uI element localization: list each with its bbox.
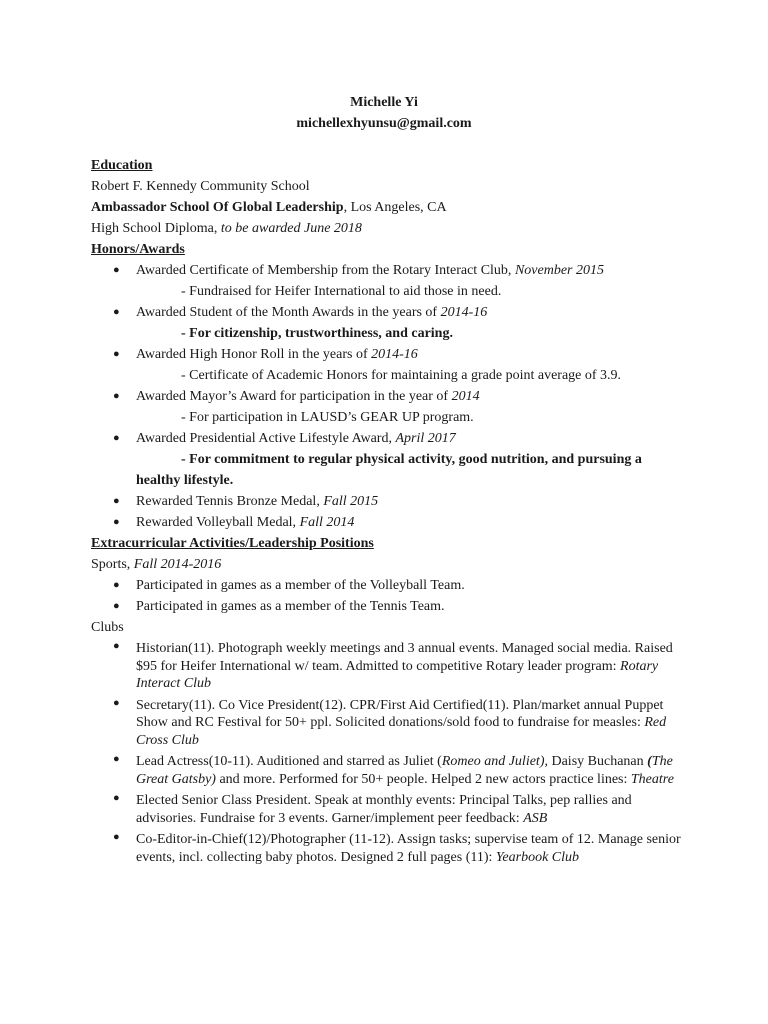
honor-text: Awarded Certificate of Membership from the Rotary Interact Club, <box>136 263 515 278</box>
sports-list <box>91 575 681 617</box>
honor-item <box>91 428 681 449</box>
club-text: Lead Actress(10-11). Auditioned and starred as Juliet ( <box>136 754 442 769</box>
club-text: and more. Performed for 50+ people. Helped 2 new actors practice lines: <box>215 771 631 787</box>
honor-text: Awarded Student of the Month Awards in the years of <box>136 305 441 320</box>
diploma-date: to be awarded June 2018 <box>220 221 362 236</box>
sports-item <box>91 596 681 617</box>
club-item <box>91 753 681 788</box>
club-paren: ( <box>647 754 652 769</box>
bullet-icon: ● <box>113 390 120 402</box>
honor-text: Rewarded Tennis Bronze Medal, <box>136 494 324 509</box>
school-ambassador-name: Ambassador School Of Global Leadership <box>91 200 344 215</box>
bullet-icon: ● <box>113 348 120 360</box>
club-item <box>91 640 681 693</box>
school-rfk: Robert F. Kennedy Community School <box>91 179 310 194</box>
honor-item <box>91 260 681 281</box>
club-play-title: Romeo and Juliet), <box>441 754 548 769</box>
diploma-line <box>91 218 681 239</box>
honor-detail: - For participation in LAUSD’s GEAR UP program. <box>181 410 474 425</box>
honors-heading: Honors/Awards <box>91 242 185 257</box>
club-play-title: The Great Gatsby) <box>136 754 673 787</box>
club-item <box>91 697 681 750</box>
honor-item <box>91 344 681 365</box>
honor-item <box>91 302 681 323</box>
honor-detail: - Fundraised for Heifer International to aid those in need. <box>181 284 502 299</box>
resume-header <box>0 92 768 134</box>
honor-date: November 2015 <box>514 263 604 278</box>
honor-date: April 2017 <box>395 431 456 446</box>
sports-label: Sports, <box>91 557 134 572</box>
club-text: Daisy Buchanan <box>547 754 648 769</box>
bullet-icon: ● <box>113 792 120 804</box>
bullet-icon: ● <box>113 579 120 591</box>
honor-item <box>91 512 681 533</box>
club-item <box>91 792 681 827</box>
bullet-icon: ● <box>113 640 120 652</box>
club-org: ASB <box>523 810 548 826</box>
honors-list <box>91 260 681 533</box>
bullet-icon: ● <box>113 306 120 318</box>
education-heading: Education <box>91 158 153 173</box>
club-org: Theatre <box>630 771 674 787</box>
bullet-icon: ● <box>113 753 120 765</box>
club-org: Red Cross Club <box>136 715 667 748</box>
club-item <box>91 831 681 866</box>
honor-detail: - For citizenship, trustworthiness, and caring. <box>181 326 453 341</box>
club-text: Secretary(11). Co Vice President(12). CPR/First Aid Certified(11). Plan/market annual Puppet Show and RC Festival for 50+ ppl. Solicited donations/sold food to fundraise for measles: <box>136 697 664 730</box>
bullet-icon: ● <box>113 264 120 276</box>
club-text: Co-Editor-in-Chief(12)/Photographer (11-12). Assign tasks; supervise team of 12. Manage senior events, incl. collecting baby photos. Designed 2 full pages (11): <box>136 832 681 865</box>
bullet-icon: ● <box>113 432 120 444</box>
honor-date: Fall 2015 <box>323 494 379 509</box>
honor-item <box>91 386 681 407</box>
bullet-icon: ● <box>113 516 120 528</box>
club-org: Rotary Interact Club <box>136 658 659 691</box>
extracurricular-heading: Extracurricular Activities/Leadership Positions <box>91 536 374 551</box>
diploma-label: High School Diploma, <box>91 221 221 236</box>
club-text: Elected Senior Class President. Speak at monthly events: Principal Talks, pep rallies and advisories. Fundraise for 3 events. Garner/implement peer feedback: <box>136 793 632 826</box>
sports-date: Fall 2014-2016 <box>133 557 222 572</box>
bullet-icon: ● <box>113 696 120 709</box>
honor-date: 2014-16 <box>440 305 488 320</box>
honor-date: 2014-16 <box>371 347 418 362</box>
clubs-label: Clubs <box>91 620 124 635</box>
honor-detail: - Certificate of Academic Honors for maintaining a grade point average of 3.9. <box>181 368 622 383</box>
honor-detail: - For commitment to regular physical activity, good nutrition, and pursuing a healthy lifestyle. <box>136 452 642 488</box>
resume-body <box>91 155 681 870</box>
club-org: Yearbook Club <box>495 849 580 865</box>
clubs-list <box>91 640 681 866</box>
honor-text: Awarded Mayor’s Award for participation in the year of <box>136 389 452 404</box>
honor-text: Awarded High Honor Roll in the years of <box>136 347 372 362</box>
sports-item <box>91 575 681 596</box>
sports-text: Participated in games as a member of the Volleyball Team. <box>136 578 465 593</box>
bullet-icon: ● <box>113 831 120 843</box>
honor-item <box>91 491 681 512</box>
school-ambassador-location: , Los Angeles, CA <box>343 200 447 215</box>
applicant-name: Michelle Yi <box>350 95 418 110</box>
honor-text: Rewarded Volleyball Medal, <box>136 515 300 530</box>
bullet-icon: ● <box>113 600 120 612</box>
honor-text: Awarded Presidential Active Lifestyle Award, <box>136 431 396 446</box>
applicant-email: michellexhyunsu@gmail.com <box>296 116 472 131</box>
honor-date: 2014 <box>451 389 480 404</box>
bullet-icon: ● <box>113 495 120 507</box>
school-ambassador <box>91 197 681 218</box>
sports-text: Participated in games as a member of the Tennis Team. <box>136 599 445 614</box>
club-text: Historian(11). Photograph weekly meetings and 3 annual events. Managed social media. Raised $95 for Heifer International w/ team. Admitted to competitive Rotary leader program: <box>136 641 673 674</box>
sports-line <box>91 554 681 575</box>
honor-date: Fall 2014 <box>299 515 355 530</box>
